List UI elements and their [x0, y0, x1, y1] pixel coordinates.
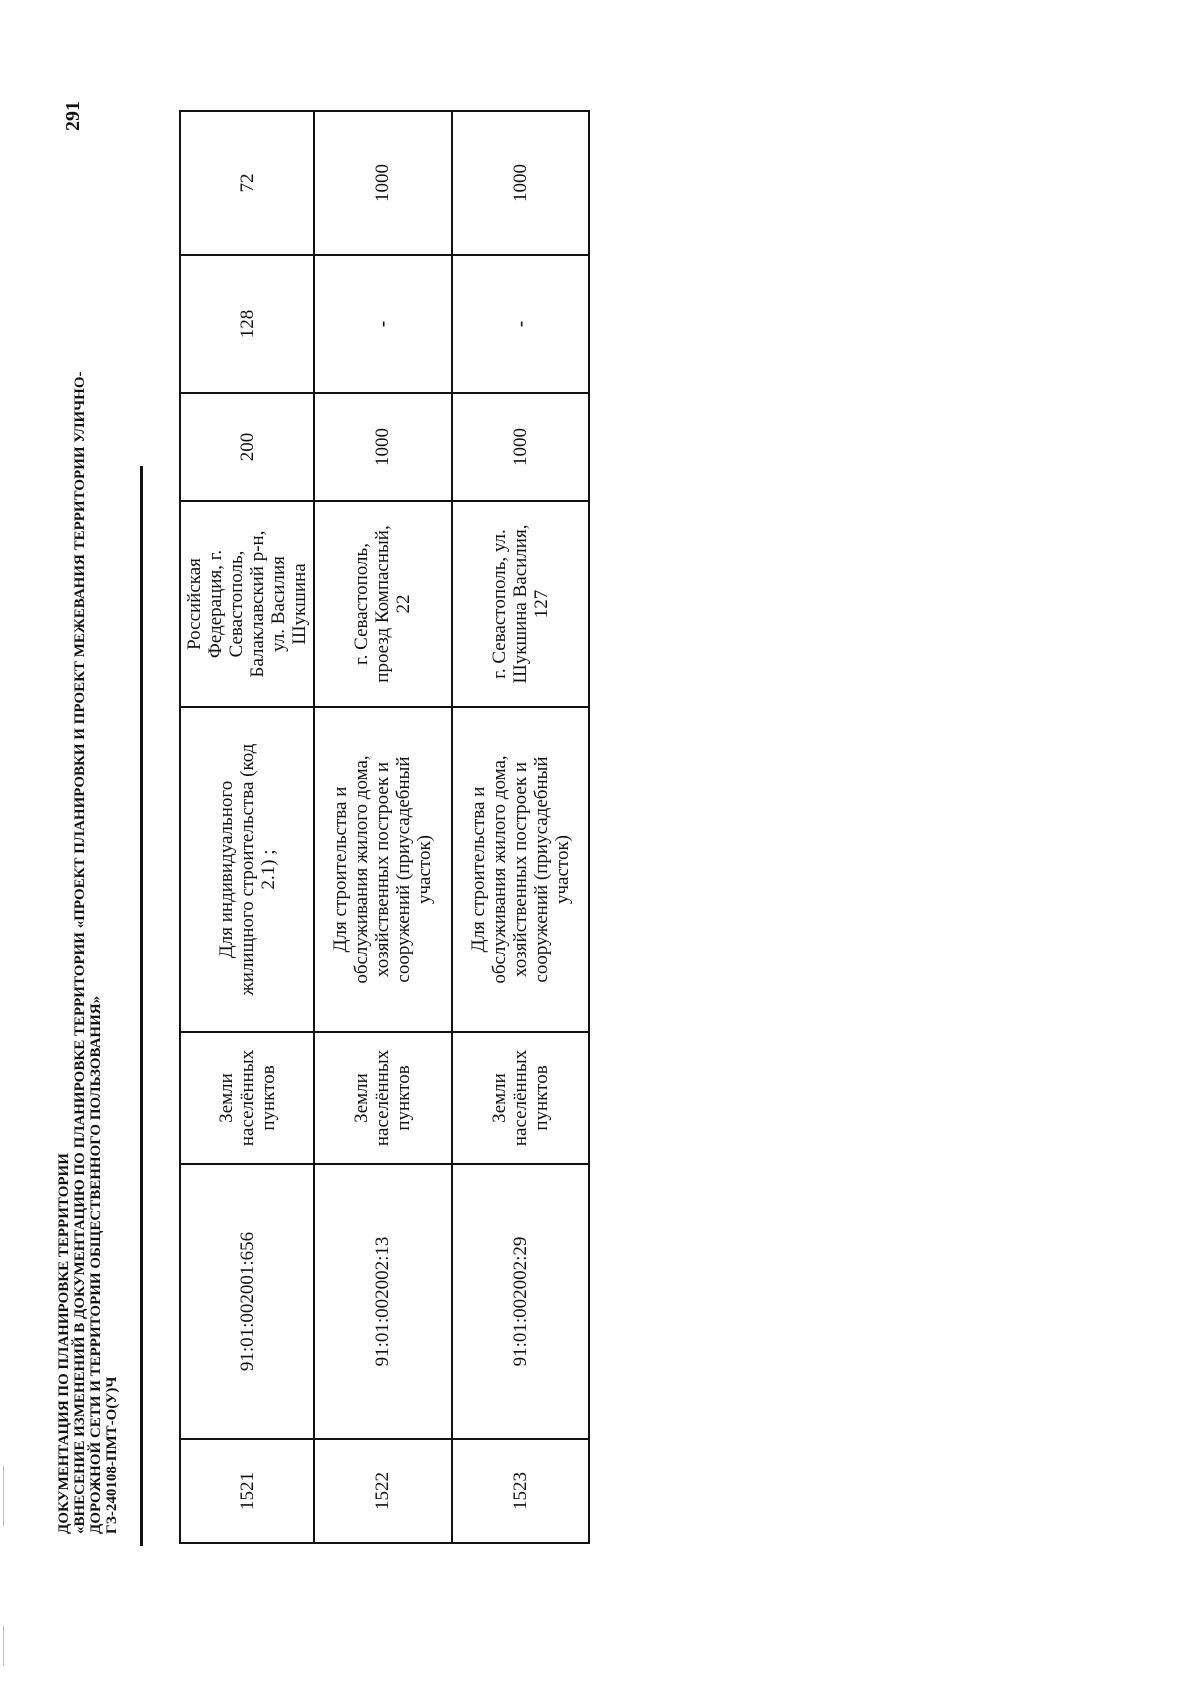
cadastral-number-cell: 91:01:002002:13 — [314, 1164, 451, 1439]
scan-mark — [3, 1626, 4, 1666]
header-line: «ВНЕСЕНИЕ ИЗМЕНЕНИЙ В ДОКУМЕНТАЦИЮ ПО ПЛАНИРОВКЕ ТЕРРИТОРИИ «ПРОЕКТ ПЛАНИРОВКИ И ПРОЕКТ МЕЖЕВАНИЯ ТЕРРИТОРИИ УЛИЧНО- — [72, 371, 88, 1534]
row-number-cell: 1522 — [314, 1439, 451, 1543]
permitted-use-cell: Для строительства и обслуживания жилого дома, хозяйственных построек и сооружений (приусадебный участок) — [452, 707, 589, 1032]
area-part-cell: 128 — [180, 255, 314, 393]
area-remaining-cell: 72 — [180, 111, 314, 255]
page-number: 291 — [62, 101, 84, 131]
scan-mark — [3, 1466, 4, 1526]
permitted-use-cell: Для строительства и обслуживания жилого дома, хозяйственных построек и сооружений (приусадебный участок) — [314, 707, 451, 1032]
address-cell: г. Севастополь, ул. Шукшина Василия, 127 — [452, 501, 589, 707]
parcel-table — [179, 110, 590, 1544]
row-number-cell: 1521 — [180, 1439, 314, 1543]
area-cell: 1000 — [314, 393, 451, 501]
header-rule — [140, 466, 143, 1546]
address-cell: г. Севастополь, проезд Компасный, 22 — [314, 501, 451, 707]
permitted-use-cell: Для индивидуального жилищного строительства (код 2.1) ; — [180, 707, 314, 1032]
area-remaining-cell: 1000 — [314, 111, 451, 255]
header-line: ДОРОЖНОЙ СЕТИ И ТЕРРИТОРИИ ОБЩЕСТВЕННОГО ПОЛЬЗОВАНИЯ» — [88, 995, 104, 1534]
table-row — [180, 111, 314, 1543]
row-number-cell: 1523 — [452, 1439, 589, 1543]
area-cell: 200 — [180, 393, 314, 501]
document-header — [56, 134, 120, 1534]
area-cell: 1000 — [452, 393, 589, 501]
land-category-cell: Земли населённых пунктов — [452, 1032, 589, 1164]
area-part-cell: - — [452, 255, 589, 393]
table-row — [452, 111, 589, 1543]
table-row — [314, 111, 451, 1543]
header-line: ГЗ-240108-ПМТ-О(У)Ч — [104, 1376, 120, 1534]
cadastral-number-cell: 91:01:002002:29 — [452, 1164, 589, 1439]
cadastral-number-cell: 91:01:002001:656 — [180, 1164, 314, 1439]
land-category-cell: Земли населённых пунктов — [180, 1032, 314, 1164]
land-category-cell: Земли населённых пунктов — [314, 1032, 451, 1164]
area-part-cell: - — [314, 255, 451, 393]
area-remaining-cell: 1000 — [452, 111, 589, 255]
address-cell: Российская Федерация, г. Севастополь, Балаклавский р-н, ул. Василия Шукшина — [180, 501, 314, 707]
header-line: ДОКУМЕНТАЦИЯ ПО ПЛАНИРОВКЕ ТЕРРИТОРИИ — [56, 1153, 72, 1534]
